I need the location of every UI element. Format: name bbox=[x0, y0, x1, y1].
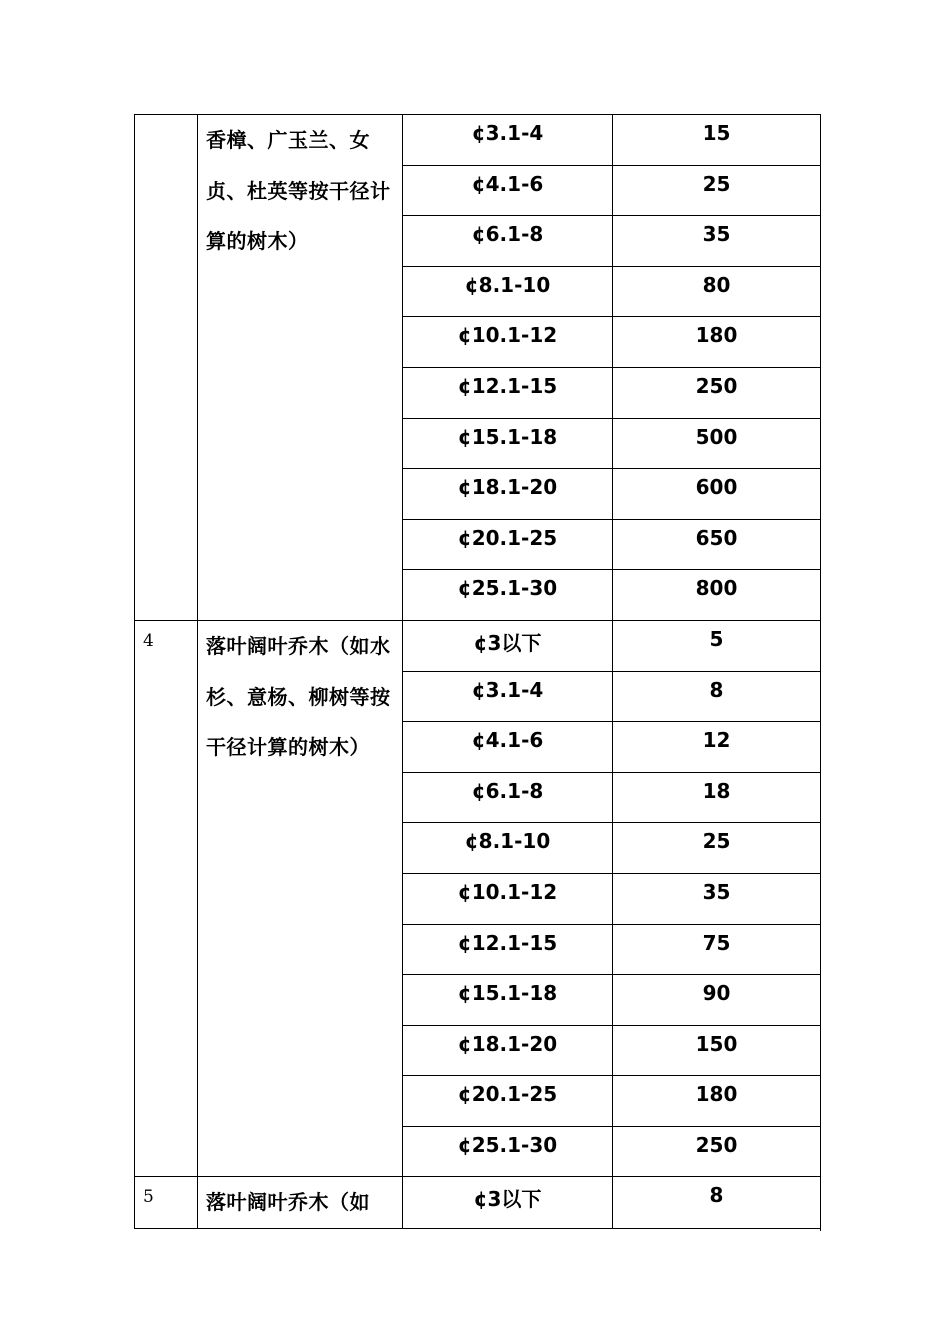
price-cell: 250 bbox=[613, 1126, 821, 1177]
diameter-spec-cell: ¢8.1-10 bbox=[403, 823, 613, 874]
price-cell: 800 bbox=[613, 570, 821, 621]
table-row bbox=[135, 115, 821, 166]
diameter-spec-cell: ¢8.1-10 bbox=[403, 266, 613, 317]
price-cell: 180 bbox=[613, 317, 821, 368]
table-right-rule bbox=[820, 114, 821, 1231]
diameter-spec-cell: ¢15.1-18 bbox=[403, 418, 613, 469]
table-row bbox=[135, 1177, 821, 1229]
diameter-spec-cell: ¢10.1-12 bbox=[403, 873, 613, 924]
price-table bbox=[134, 114, 821, 1229]
diameter-spec-cell: ¢6.1-8 bbox=[403, 772, 613, 823]
diameter-spec-cell: ¢6.1-8 bbox=[403, 216, 613, 267]
diameter-spec-cell: ¢12.1-15 bbox=[403, 367, 613, 418]
diameter-spec-cell: ¢18.1-20 bbox=[403, 469, 613, 520]
price-cell: 650 bbox=[613, 519, 821, 570]
price-cell: 5 bbox=[613, 620, 821, 671]
price-cell: 180 bbox=[613, 1076, 821, 1127]
diameter-spec-cell: ¢12.1-15 bbox=[403, 924, 613, 975]
price-table-body bbox=[135, 115, 821, 1229]
diameter-spec-cell: ¢3以下 bbox=[403, 620, 613, 671]
price-cell: 12 bbox=[613, 722, 821, 773]
price-cell: 25 bbox=[613, 165, 821, 216]
price-cell: 15 bbox=[613, 115, 821, 166]
price-cell: 150 bbox=[613, 1025, 821, 1076]
price-cell: 600 bbox=[613, 469, 821, 520]
price-cell: 80 bbox=[613, 266, 821, 317]
diameter-spec-cell: ¢4.1-6 bbox=[403, 722, 613, 773]
tree-category-cell: 香樟、广玉兰、女贞、杜英等按干径计算的树木） bbox=[198, 115, 403, 621]
price-cell: 25 bbox=[613, 823, 821, 874]
item-number-cell bbox=[135, 115, 198, 621]
diameter-spec-cell: ¢25.1-30 bbox=[403, 570, 613, 621]
diameter-spec-cell: ¢10.1-12 bbox=[403, 317, 613, 368]
diameter-spec-cell: ¢20.1-25 bbox=[403, 1076, 613, 1127]
item-number-cell: 4 bbox=[135, 620, 198, 1177]
diameter-spec-cell: ¢4.1-6 bbox=[403, 165, 613, 216]
table-row bbox=[135, 620, 821, 671]
item-number-cell: 5 bbox=[135, 1177, 198, 1229]
price-cell: 90 bbox=[613, 975, 821, 1026]
diameter-spec-cell: ¢15.1-18 bbox=[403, 975, 613, 1026]
price-cell: 250 bbox=[613, 367, 821, 418]
price-cell: 35 bbox=[613, 216, 821, 267]
tree-category-cell: 落叶阔叶乔木（如水杉、意杨、柳树等按干径计算的树木） bbox=[198, 620, 403, 1177]
price-cell: 8 bbox=[613, 1177, 821, 1229]
diameter-spec-cell: ¢18.1-20 bbox=[403, 1025, 613, 1076]
price-cell: 18 bbox=[613, 772, 821, 823]
diameter-spec-cell: ¢20.1-25 bbox=[403, 519, 613, 570]
diameter-spec-cell: ¢3.1-4 bbox=[403, 671, 613, 722]
price-cell: 35 bbox=[613, 873, 821, 924]
diameter-spec-cell: ¢25.1-30 bbox=[403, 1126, 613, 1177]
diameter-spec-cell: ¢3以下 bbox=[403, 1177, 613, 1229]
price-cell: 75 bbox=[613, 924, 821, 975]
price-cell: 8 bbox=[613, 671, 821, 722]
tree-category-cell: 落叶阔叶乔木（如 bbox=[198, 1177, 403, 1229]
price-cell: 500 bbox=[613, 418, 821, 469]
diameter-spec-cell: ¢3.1-4 bbox=[403, 115, 613, 166]
